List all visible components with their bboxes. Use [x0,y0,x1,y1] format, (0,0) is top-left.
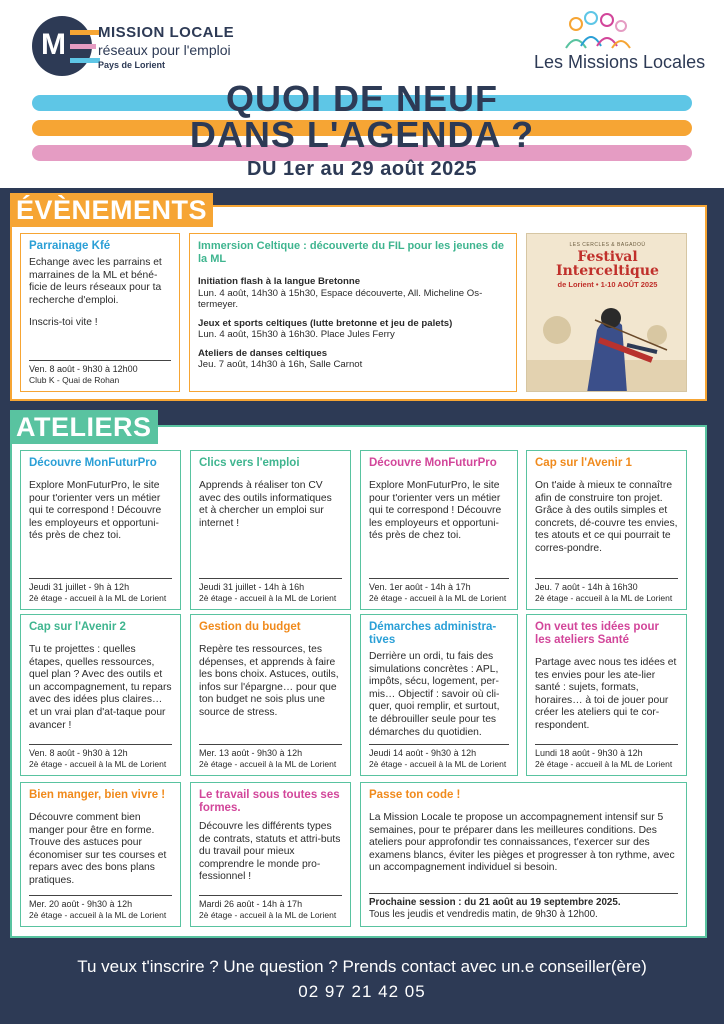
card-body: Derrière un ordi, tu fais des simulations concrètes : APL, impôts, sécu, logement, per-mis… Objectif : savoir où cli-quer, quoi remplir, et surtout, te débrouiller seule pour tes démarches du quotidien. [369,651,500,738]
atelier-place: 2è étage - accueil à la ML de Lorient [29,593,167,603]
card-footer [199,895,342,921]
card-text: Inscris-toi vite ! [29,317,98,329]
activity-text: Jeu. 7 août, 14h30 à 16h, Salle Carnot [198,359,363,370]
activity-text: Lun. 4 août, 14h30 à 15h30, Espace découverte, All. Micheline Os-termeyer. [198,287,483,310]
atelier-card-code[interactable] [360,782,687,927]
card-footer [369,744,509,770]
card-footer [199,744,342,770]
poster-title-line-2: Interceltique [556,263,659,279]
activity-title: Jeux et sports celtiques (lutte bretonne et jeu de palets) [198,317,453,329]
card-footer [29,578,172,604]
header [0,0,724,188]
card-footer [29,360,171,386]
atelier-date: Jeudi 14 août - 9h30 à 12h [369,748,477,758]
ml-area: Pays de Lorient [98,60,166,70]
atelier-place: 2è étage - accueil à la ML de Lorient [199,910,337,920]
event-date: Ven. 8 août - 9h30 à 12h00 [29,364,138,374]
atelier-place: 2è étage - accueil à la ML de Lorient [199,759,337,769]
card-body: Partage avec nous tes idées et tes envies pour les ate-lier santé : sujets, formats, horaires… à toi de jouer pour créer les ateliers qui te cor-respondent. [535,657,677,731]
card-body: Repère tes ressources, tes dépenses, et apprends à faire les bons choix. Astuces, outils, infos sur l'épargne… pour que ton budget ne sois plus une source de stress. [199,644,339,718]
poster-title-line-1: Festival [577,249,638,265]
atelier-card[interactable] [526,450,687,610]
ml-logo-icon: M [32,16,92,76]
mission-locale-logo[interactable] [32,16,262,80]
card-title: Parrainage Kfé [29,240,111,252]
card-title: On veut tes idées pour les ateliers Santé [535,621,659,646]
poster-title [527,250,687,278]
card-title: Bien manger, bien vivre ! [29,789,166,801]
atelier-card[interactable] [20,450,181,610]
session-dates: Prochaine session : du 21 août au 19 septembre 2025. [369,897,621,908]
card-title: Démarches administra-tives [369,621,497,646]
card-body: Tu te projettes : quelles étapes, quelles ressources, quel plan ? Avec des outils et un accompagnement, tu repars avec des idées plus claires… et un vrai plan d'at-taque pour avancer ! [29,644,172,731]
festival-poster [526,233,687,392]
page-title-line-2: DANS L'AGENDA ? [189,114,535,155]
card-title: Découvre MonFuturPro [29,457,157,469]
atelier-card[interactable] [360,614,518,776]
atelier-date: Jeudi 31 juillet - 14h à 16h [199,582,305,592]
atelier-place: 2è étage - accueil à la ML de Lorient [535,759,673,769]
card-body: La Mission Locale te propose un accompagnement intensif sur 5 semaines, pour te préparer dans les meilleures conditions. Des ateliers pour approfondir tes connaissances, t'exercer sur des examens blancs, éviter les pièges et progresser à ton rythme, avec un accompagnement individuel si besoin. [369,812,675,874]
poster-subtitle: de Lorient • 1-10 AOÛT 2025 [557,280,658,289]
atelier-date: Jeu. 7 août - 14h à 16h30 [535,582,638,592]
card-body [29,257,171,330]
atelier-card[interactable] [360,450,518,610]
atelier-place: 2è étage - accueil à la ML de Lorient [199,593,337,603]
atelier-card[interactable] [526,614,687,776]
activity-title: Ateliers de danses celtiques [198,347,328,359]
ml-subtitle: réseaux pour l'emploi [98,42,231,58]
atelier-card[interactable] [190,450,351,610]
atelier-date: Jeudi 31 juillet - 9h à 12h [29,582,130,592]
atelier-place: 2è étage - accueil à la ML de Lorient [29,910,167,920]
card-footer [369,578,509,604]
contact-phone[interactable]: 02 97 21 42 05 [298,982,426,1001]
session-schedule: Tous les jeudis et vendredis matin, de 9h30 à 12h00. [369,909,598,920]
activity-text: Lun. 4 août, 15h30 à 16h30. Place Jules Ferry [198,329,395,340]
event-card-parrainage[interactable] [20,233,180,392]
activity-title: Initiation flash à la langue Bretonne [198,276,361,287]
missions-locales-name: Les Missions Locales [534,52,706,72]
card-title: Découvre MonFuturPro [369,457,497,469]
card-body: Explore MonFuturPro, le site pour t'orienter vers un métier qui te correspond ! Découvre les employeurs et opportuni-tés près de chez toi. [29,480,162,542]
atelier-place: 2è étage - accueil à la ML de Lorient [535,593,673,603]
atelier-date: Lundi 18 août - 9h30 à 12h [535,748,643,758]
ml-name: MISSION LOCALE [98,24,235,41]
violinist-illustration [527,290,687,392]
atelier-date: Mer. 13 août - 9h30 à 12h [199,748,303,758]
card-footer [369,893,678,921]
atelier-card[interactable] [190,782,351,927]
atelier-place: 2è étage - accueil à la ML de Lorient [29,759,167,769]
card-body: On t'aide à mieux te connaître afin de construire ton projet. Grâce à des outils simples et concrets, dé-couvre tes envies, tes atouts et ce qui pourrait te corres-pondre. [535,480,678,554]
card-text: Echange avec les parrains et marraines de la ML et béné-ficie de leurs réseaux pour ta recherche d'emploi. [29,257,162,306]
atelier-card[interactable] [190,614,351,776]
events-heading: ÉVÈNEMENTS [10,193,213,227]
card-footer [29,895,172,921]
atelier-place: 2è étage - accueil à la ML de Lorient [369,593,507,603]
card-title: Gestion du budget [199,621,301,633]
date-range: DU 1er au 29 août 2025 [247,158,477,180]
card-footer [535,744,678,770]
card-footer [29,744,172,770]
card-title: Clics vers l'emploi [199,457,300,469]
people-group-icon [564,10,634,50]
atelier-date: Ven. 8 août - 9h30 à 12h [29,748,128,758]
card-title: Cap sur l'Avenir 1 [535,457,632,469]
atelier-card[interactable] [20,782,181,927]
event-card-immersion[interactable] [189,233,517,392]
contact-question: Tu veux t'inscrire ? Une question ? Prends contact avec un.e conseiller(ère) [77,957,647,976]
missions-locales-logo[interactable] [534,10,706,78]
card-body: Découvre comment bien manger pour être en forme. Trouve des astuces pour économiser sur tes courses et repars avec des bons plans pratiques. [29,812,167,886]
card-title: Immersion Celtique : découverte du FIL pour les jeunes de la ML [198,240,505,265]
atelier-date: Mer. 20 août - 9h30 à 12h [29,899,133,909]
card-title: Le travail sous toutes ses formes. [199,789,340,814]
card-body: Apprends à réaliser ton CV avec des outils informatiques et à chercher un emploi sur internet ! [199,480,332,529]
card-body: Explore MonFuturPro, le site pour t'orienter vers un métier qui te correspond ! Découvre les employeurs et opportuni-tés près de chez toi. [369,480,502,542]
poster-small-text: LES CERCLES & BAGADOÙ [569,242,646,248]
card-body: Découvre les différents types de contrats, statuts et attri-buts du travail pour mieux comprendre le monde pro-fessionnel ! [199,821,341,883]
event-place: Club K - Quai de Rohan [29,375,120,385]
atelier-place: 2è étage - accueil à la ML de Lorient [369,759,507,769]
atelier-card[interactable] [20,614,181,776]
atelier-date: Ven. 1er août - 14h à 17h [369,582,471,592]
card-title: Cap sur l'Avenir 2 [29,621,126,633]
card-footer [535,578,678,604]
ateliers-heading: ATELIERS [10,410,158,444]
atelier-date: Mardi 26 août - 14h à 17h [199,899,303,909]
card-title: Passe ton code ! [369,789,461,801]
card-footer [199,578,342,604]
page-title-line-1: QUOI DE NEUF [225,78,498,119]
